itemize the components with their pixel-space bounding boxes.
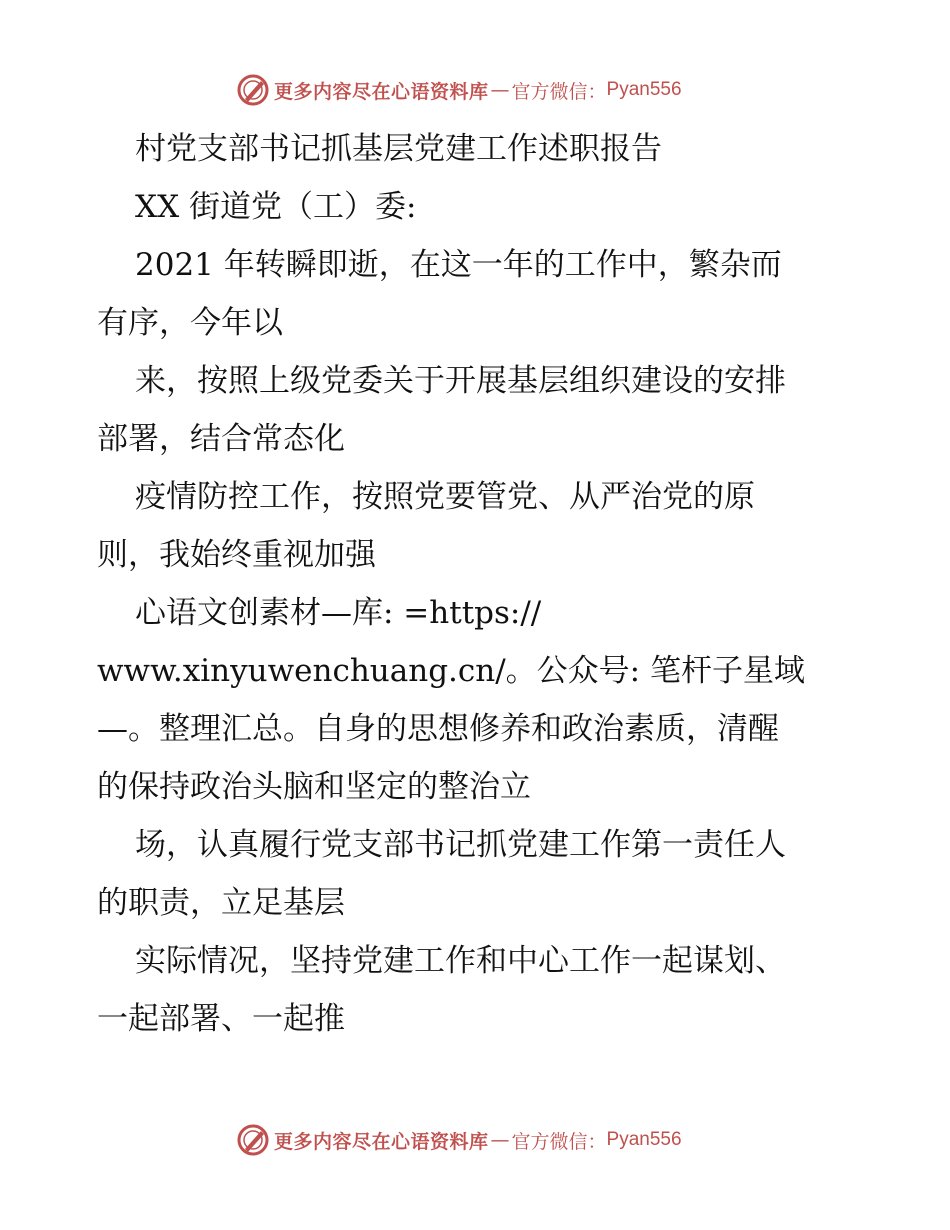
document-title: 村党支部书记抓基层党建工作述职报告 (135, 131, 662, 167)
watermark-label: 官方微信： (511, 1130, 607, 1153)
paragraph-line: 来，按照上级党委关于开展基层组织建设的安排 (135, 363, 786, 399)
document-addressee: XX 街道党（工）委: (135, 189, 417, 225)
paragraph-line: 的职责，立足基层 (97, 885, 345, 921)
watermark-label: 官方微信： (511, 80, 607, 103)
pen-circle-icon (236, 73, 270, 107)
watermark-id: Pyan556 (606, 79, 682, 100)
paragraph-line: 场，认真履行党支部书记抓党建工作第一责任人 (135, 827, 786, 863)
document-body (97, 120, 887, 1048)
paragraph-line: 则，我始终重视加强 (97, 537, 376, 573)
header-watermark (236, 73, 682, 107)
paragraph-line: 疫情防控工作，按照党要管党、从严治党的原 (135, 479, 755, 515)
watermark-separator: — (490, 79, 510, 101)
paragraph-line: 2021 年转瞬即逝，在这一年的工作中，繁杂而 (135, 247, 782, 283)
paragraph-line: 心语文创素材—库: =https:// (135, 595, 542, 631)
paragraph-line: 一起部署、一起推 (97, 1001, 345, 1037)
paragraph-line: 实际情况，坚持党建工作和中心工作一起谋划、 (135, 943, 786, 979)
paragraph-line: 部署，结合常态化 (97, 421, 345, 457)
footer-watermark (236, 1123, 682, 1157)
pen-circle-icon (236, 1123, 270, 1157)
watermark-id: Pyan556 (606, 1129, 682, 1150)
paragraph-line: 的保持政治头脑和坚定的整治立 (97, 769, 531, 805)
watermark-text: 更多内容尽在心语资料库 (274, 1130, 489, 1153)
paragraph-line: —。整理汇总。自身的思想修养和政治素质，清醒 (97, 711, 779, 747)
paragraph-line: 有序，今年以 (97, 305, 283, 341)
watermark-text: 更多内容尽在心语资料库 (274, 80, 489, 103)
watermark-separator: — (490, 1129, 510, 1151)
paragraph-line: www.xinyuwenchuang.cn/。公众号: 笔杆子星域 (97, 653, 805, 689)
